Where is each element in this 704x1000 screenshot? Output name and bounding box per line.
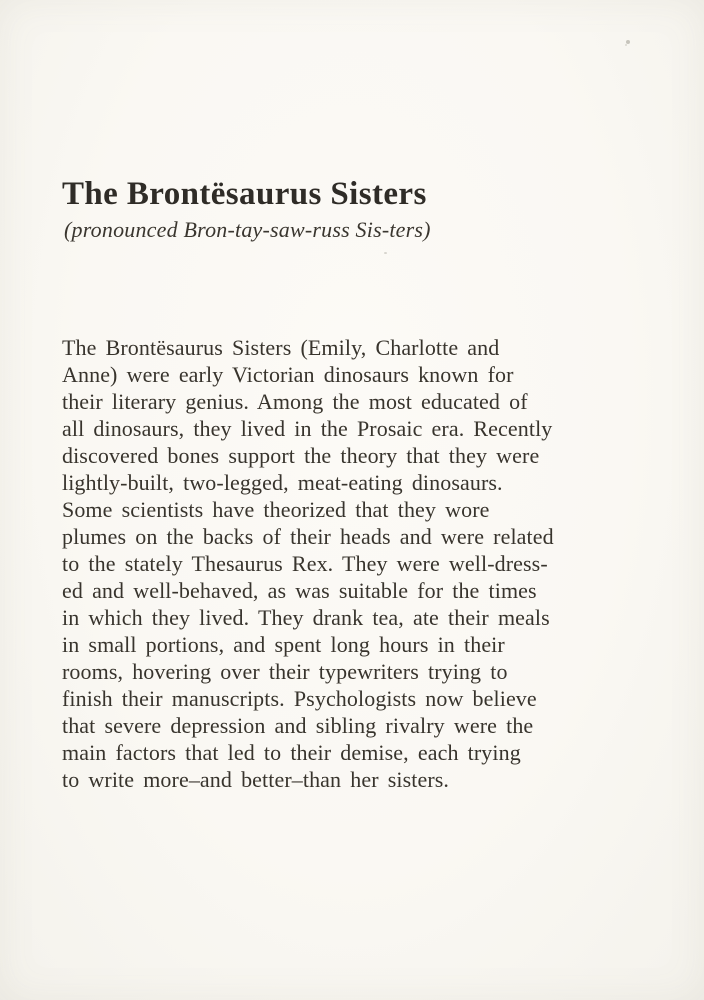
pronunciation-subtitle: (pronounced Bron-tay-saw-russ Sis-ters): [64, 216, 431, 242]
body-line: finish their manuscripts. Psychologists now believe: [62, 686, 537, 712]
body-line: Anne) were early Victorian dinosaurs known for: [62, 362, 514, 388]
body-line: discovered bones support the theory that they were: [62, 443, 540, 469]
body-line: that severe depression and sibling rivalry were the: [62, 713, 534, 739]
body-line: in small portions, and spent long hours in their: [62, 632, 505, 658]
body-paragraph: [62, 334, 642, 793]
body-line: main factors that led to their demise, each trying: [62, 740, 521, 766]
body-line: all dinosaurs, they lived in the Prosaic era. Recently: [62, 416, 553, 442]
body-line: their literary genius. Among the most educated of: [62, 389, 528, 415]
body-line: The Brontësaurus Sisters (Emily, Charlotte and: [62, 335, 500, 361]
page-title: The Brontësaurus Sisters: [62, 176, 427, 212]
body-line: rooms, hovering over their typewriters trying to: [62, 659, 508, 685]
dust-speck: [626, 40, 630, 44]
body-line: plumes on the backs of their heads and were related: [62, 524, 554, 550]
body-line: to the stately Thesaurus Rex. They were well-dress-: [62, 551, 548, 577]
body-line: ed and well-behaved, as was suitable for the times: [62, 578, 537, 604]
body-line: Some scientists have theorized that they wore: [62, 497, 490, 523]
body-line: lightly-built, two-legged, meat-eating dinosaurs.: [62, 470, 503, 496]
body-line: to write more–and better–than her sisters.: [62, 767, 450, 793]
page-content: [62, 0, 642, 793]
body-line: in which they lived. They drank tea, ate their meals: [62, 605, 550, 631]
dust-speck: [384, 252, 387, 254]
